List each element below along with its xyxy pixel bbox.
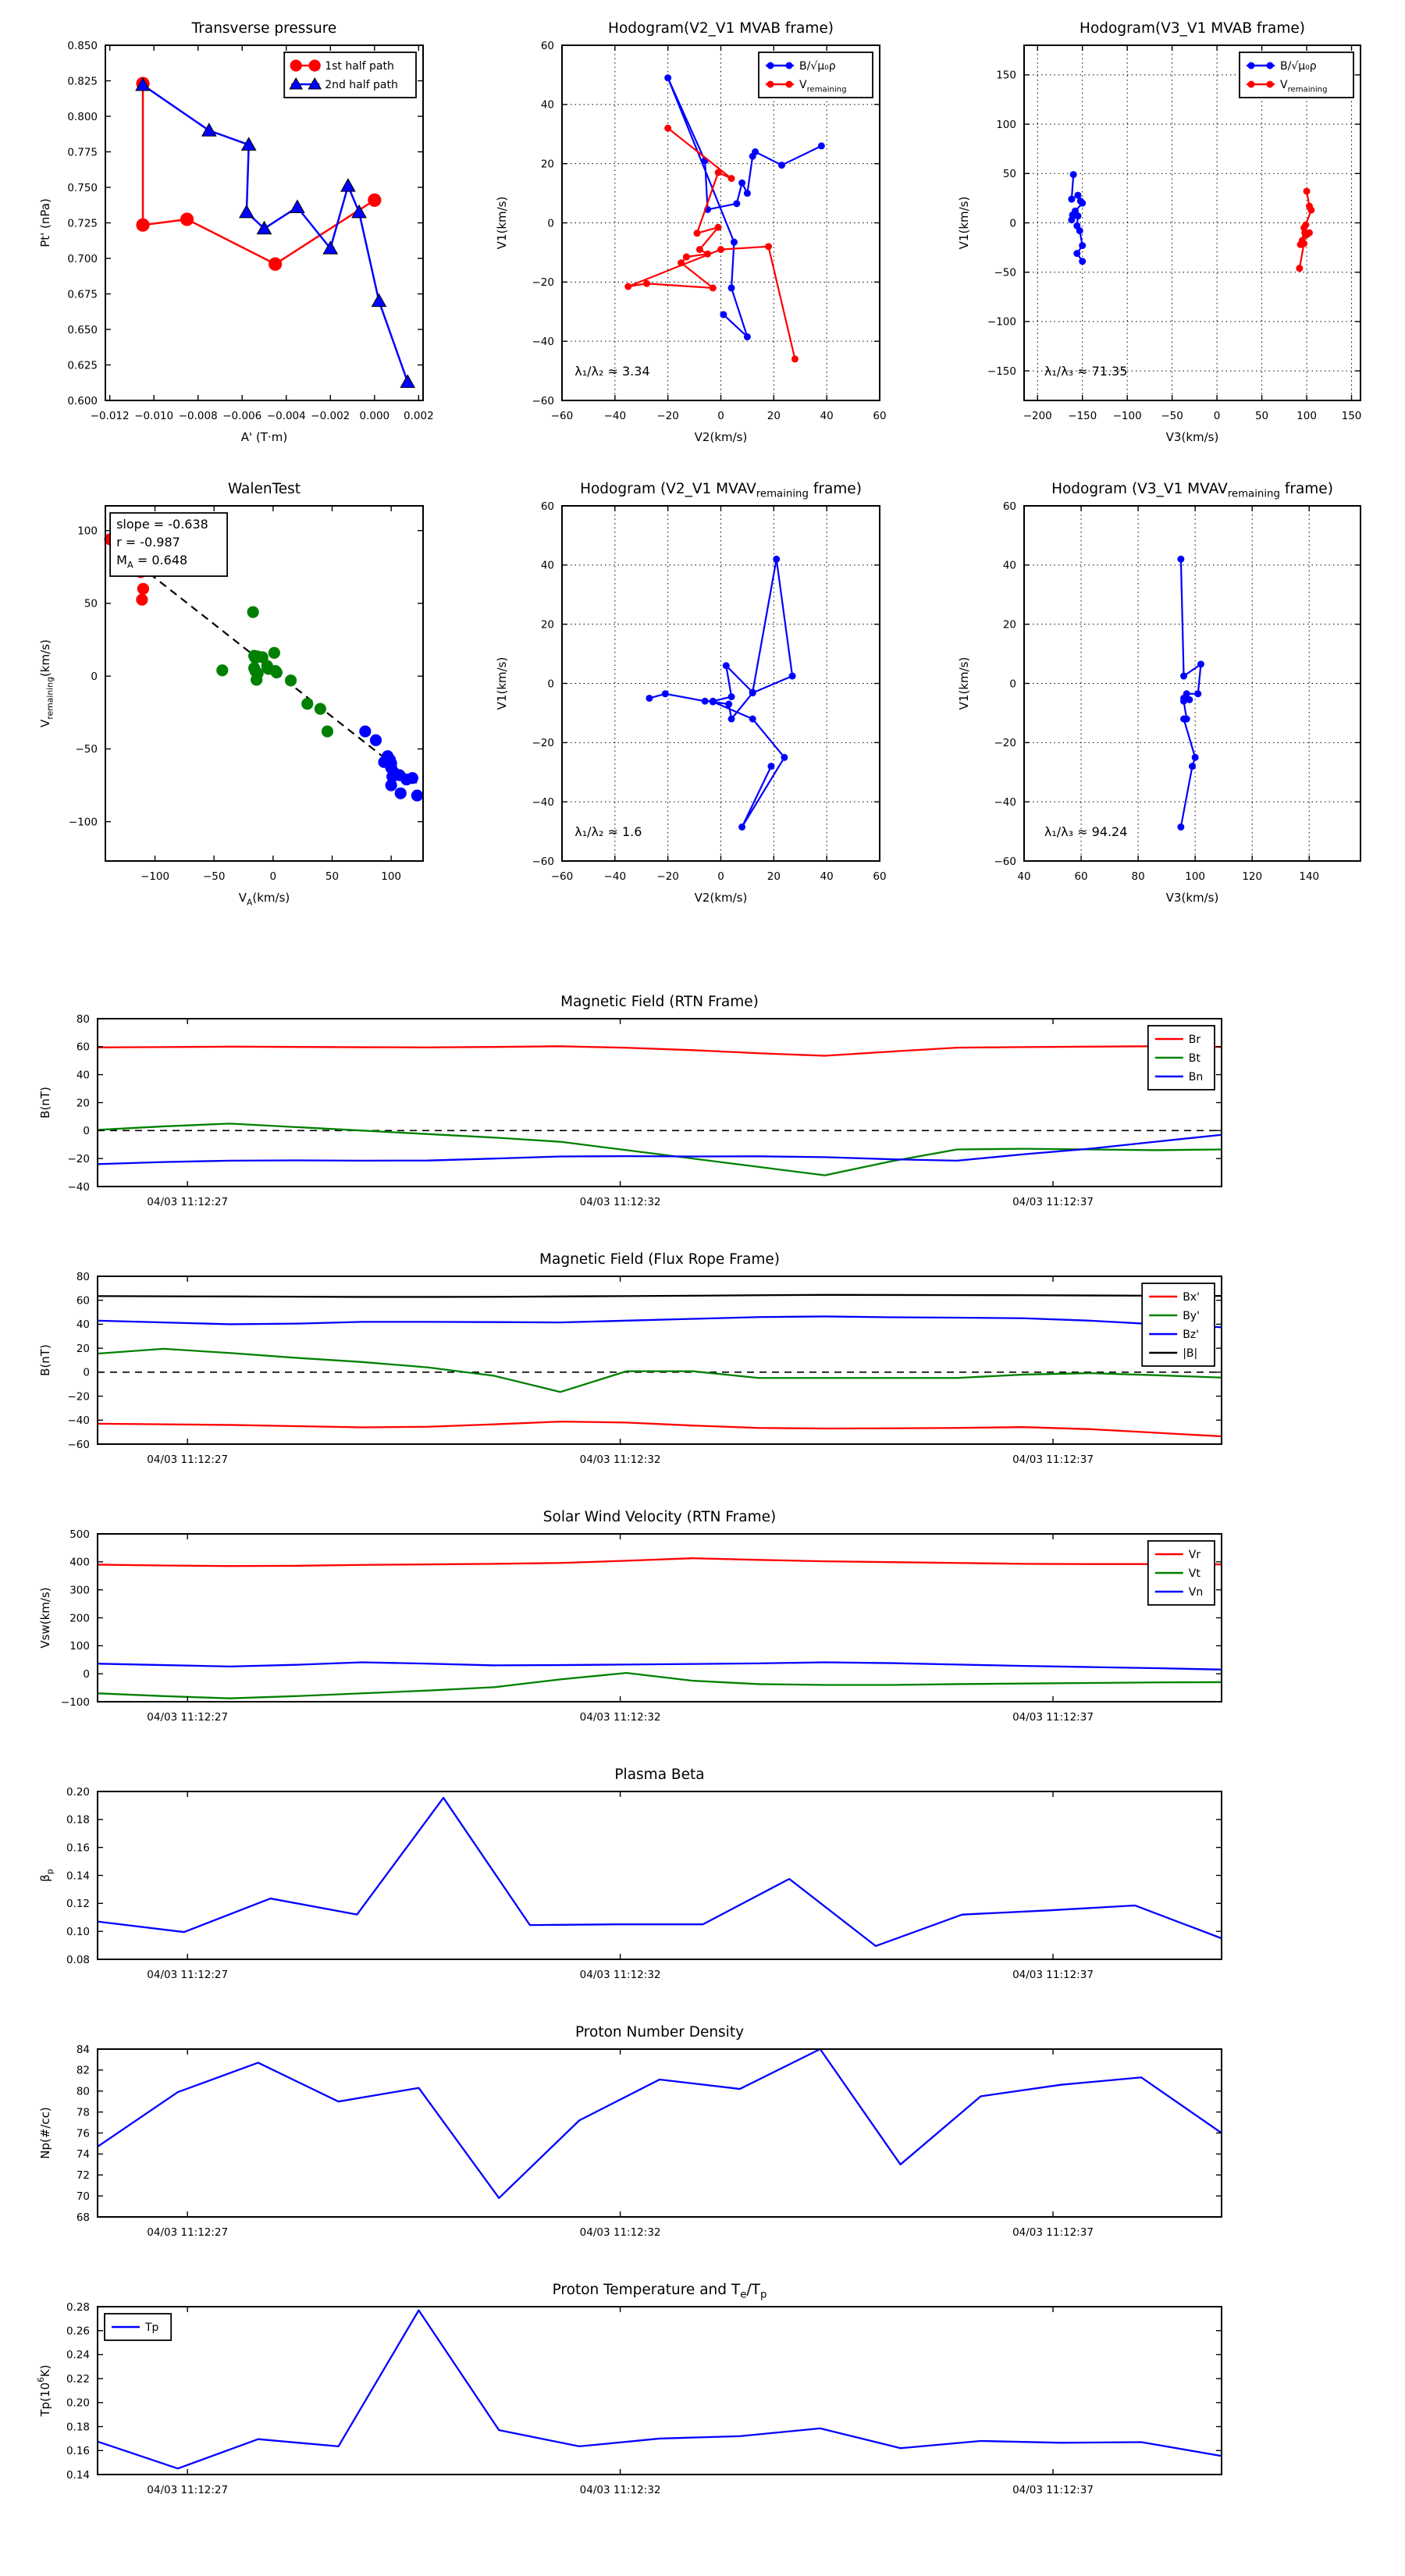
y-tick-label: 70 [76,2190,90,2203]
annotation-text: λ₁/λ₂ ≈ 1.6 [574,824,642,840]
legend-label: $V_{remaining}$ [799,79,847,94]
y-tick-label: 400 [69,1556,90,1569]
legend-label: Vn [1188,1586,1204,1599]
x-axis-label: V3(km/s) [1165,430,1219,444]
chart-title: Magnetic Field (Flux Rope Frame) [539,1251,780,1268]
x-tick-label: −50 [1161,410,1183,422]
chart-canvas-mag-rtn [8,972,1397,1229]
y-tick-label: 72 [76,2169,90,2183]
x-tick-label: 20 [767,410,781,422]
x-tick-label: −200 [1023,410,1052,422]
y-tick-label: 76 [76,2127,90,2140]
x-axis-label: V2(km/s) [694,891,748,905]
y-tick-label: 0 [1009,217,1016,230]
x-tick-label: −0.004 [266,410,306,422]
y-tick-label: 0.26 [66,2325,90,2338]
y-tick-label: 0.28 [66,2300,90,2314]
x-tick-label: 140 [1299,870,1320,883]
chart-solar-wind-velocity [8,1487,1397,1745]
y-tick-label: 74 [76,2148,90,2161]
y-tick-label: 50 [84,597,98,610]
y-tick-label: 0.675 [67,288,98,301]
legend-label: Bt [1188,1052,1200,1065]
x-tick-label: 0.000 [359,410,390,422]
y-axis-label: $\beta_p$ [38,1869,55,1882]
y-tick-label: −60 [532,855,554,868]
legend-label: Bx' [1183,1291,1200,1304]
chart-walen-test [12,468,458,909]
y-tick-label: 0.20 [66,1785,90,1799]
x-axis-label: $V_A(km/s)$ [238,891,290,908]
y-tick-label: 0 [91,670,98,683]
x-tick-label: 60 [873,870,887,883]
x-tick-label: 04/03 11:12:27 [147,1711,229,1724]
x-tick-label: −40 [603,870,627,883]
x-tick-label: 04/03 11:12:27 [147,1969,229,1981]
x-tick-label: 20 [767,870,781,883]
y-tick-label: −20 [532,276,554,290]
y-tick-label: 0.775 [67,146,98,159]
chart-canvas-hodogram-v2v1-mvab [468,8,915,449]
y-tick-label: −50 [75,743,98,756]
x-tick-label: −0.010 [134,410,174,422]
y-tick-label: 0.750 [67,181,98,194]
chart-hodogram-v3v1-mvav [930,468,1396,909]
x-tick-label: 04/03 11:12:27 [147,2226,229,2239]
y-tick-label: −40 [67,1414,90,1428]
y-tick-label: −40 [67,1180,90,1194]
x-axis-label: V3(km/s) [1165,891,1219,905]
x-tick-label: 04/03 11:12:37 [1012,1969,1094,1981]
annotation-text: λ₁/λ₃ ≈ 71.35 [1044,364,1128,379]
x-tick-label: 04/03 11:12:32 [579,1196,661,1208]
chart-title: Hodogram (V3_V1 $MVAV_{remaining}$ frame) [1051,481,1333,500]
legend-label: Vt [1188,1567,1200,1580]
chart-canvas-proton-density [8,2002,1397,2260]
legend [1142,1283,1215,1366]
y-tick-label: 100 [77,525,98,538]
y-axis-label: Np(#/cc) [38,2107,52,2159]
legend-label: Bn [1188,1071,1204,1083]
x-tick-label: 50 [1254,410,1269,422]
y-axis-label: B(nT) [38,1344,52,1376]
y-axis-label: $V_{remaining}(km/s)$ [38,639,55,728]
y-axis-label: $Tp(10^6K)$ [36,2364,52,2417]
annotation-box [110,513,227,576]
x-tick-label: −20 [656,870,679,883]
y-tick-label: 0.625 [67,359,98,372]
chart-plasma-beta [8,1745,1397,2002]
y-tick-label: 60 [76,1294,90,1308]
y-tick-label: 500 [69,1528,90,1541]
y-tick-label: 20 [76,1097,90,1110]
y-tick-label: 0 [1009,678,1016,691]
legend [1148,1541,1215,1605]
y-axis-label: Vsw(km/s) [38,1587,52,1649]
x-tick-label: 04/03 11:12:32 [579,2226,661,2239]
x-tick-label: 100 [381,870,402,883]
y-axis-label: V1(km/s) [495,196,509,250]
legend-label: |B| [1183,1347,1198,1360]
y-tick-label: −20 [67,1152,90,1165]
legend [759,52,873,98]
x-axis-label: A' (T·m) [240,430,288,444]
y-tick-label: 82 [76,2064,90,2077]
y-tick-label: 0.18 [66,1813,90,1827]
y-tick-label: 0.08 [66,1953,90,1966]
y-tick-label: 40 [1002,559,1016,572]
x-tick-label: 04/03 11:12:27 [147,1453,229,1466]
chart-title: Magnetic Field (RTN Frame) [560,994,759,1010]
y-tick-label: −20 [67,1390,90,1404]
annotation-text: λ₁/λ₃ ≈ 94.24 [1044,824,1128,840]
chart-title: Hodogram (V2_V1 $MVAV_{remaining}$ frame) [580,481,862,500]
y-tick-label: −150 [987,365,1016,378]
legend-label: $V_{remaining}$ [1280,79,1328,94]
y-tick-label: 0.24 [66,2349,90,2362]
x-tick-label: 04/03 11:12:37 [1012,1196,1094,1208]
x-tick-label: 04/03 11:12:27 [147,2484,229,2496]
x-tick-label: −100 [140,870,170,883]
x-tick-label: 80 [1131,870,1145,883]
y-tick-label: 80 [76,1012,90,1026]
x-tick-label: −150 [1068,410,1097,422]
x-tick-label: 40 [820,410,834,422]
chart-canvas-proton-temp [8,2260,1397,2517]
y-tick-label: 0.600 [67,394,98,407]
y-tick-label: −20 [532,737,554,750]
x-tick-label: 04/03 11:12:32 [579,2484,661,2496]
y-tick-label: 0.18 [66,2421,90,2434]
x-tick-label: −40 [603,410,627,422]
chart-title: Hodogram(V3_V1 MVAB frame) [1080,20,1305,37]
y-axis-label: V1(km/s) [957,196,971,250]
chart-magnetic-field-rtn [8,972,1397,1229]
x-tick-label: 100 [1185,870,1206,883]
y-tick-label: 20 [540,618,554,632]
legend [284,52,416,98]
y-tick-label: −40 [994,795,1016,809]
legend-label: 2nd half path [325,79,398,91]
x-tick-label: −60 [550,870,574,883]
y-axis-label: Pt' (nPa) [38,198,52,247]
chart-title: Hodogram(V2_V1 MVAB frame) [608,20,834,37]
legend-label: 1st half path [325,60,394,73]
chart-canvas-walen-test [12,468,458,909]
chart-canvas-hodogram-v3v1-mvab [930,8,1396,449]
annotation-text: λ₁/λ₂ ≈ 3.34 [574,364,650,379]
y-tick-label: −60 [532,394,554,407]
x-tick-label: −60 [550,410,574,422]
y-axis-label: V1(km/s) [495,656,509,710]
y-tick-label: 80 [76,1270,90,1283]
y-tick-label: 68 [76,2211,90,2224]
x-tick-label: 04/03 11:12:32 [579,1453,661,1466]
x-tick-label: 120 [1242,870,1263,883]
y-tick-label: 0 [83,1125,90,1138]
y-tick-label: 20 [76,1342,90,1355]
chart-canvas-transverse-pressure [12,8,458,449]
y-tick-label: 0.725 [67,217,98,230]
x-tick-label: 40 [820,870,834,883]
svg-text:r = -0.987: r = -0.987 [116,535,180,550]
y-tick-label: 40 [540,559,554,572]
svg-text:MA = 0.648: $M_A = 0.648$ [116,553,188,571]
y-tick-label: −40 [532,335,554,348]
y-tick-label: 0 [83,1366,90,1379]
y-tick-label: −60 [994,855,1016,868]
x-tick-label: −0.012 [90,410,130,422]
y-tick-label: 0.10 [66,1925,90,1938]
chart-hodogram-v2v1-mvab [468,8,915,449]
y-tick-label: 0.12 [66,1898,90,1911]
y-tick-label: 20 [1002,618,1016,632]
y-tick-label: 0.700 [67,252,98,265]
svg-text:slope = -0.638: slope = -0.638 [116,517,208,532]
legend-label: By' [1183,1310,1200,1322]
chart-proton-temperature [8,2260,1397,2517]
y-tick-label: 60 [540,39,554,52]
y-tick-label: 40 [540,98,554,112]
legend-label: Bz' [1183,1329,1200,1341]
x-tick-label: −20 [656,410,679,422]
chart-title: Solar Wind Velocity (RTN Frame) [542,1509,777,1525]
x-tick-label: 150 [1341,410,1362,422]
y-tick-label: 20 [540,158,554,171]
y-tick-label: 0.16 [66,2445,90,2458]
x-tick-label: 0 [717,410,724,422]
y-tick-label: 40 [76,1318,90,1332]
chart-canvas-vsw-rtn [8,1487,1397,1745]
legend [1148,1026,1215,1090]
legend-label: B/√μ₀ρ [1280,60,1317,73]
y-tick-label: 50 [1002,168,1016,181]
y-tick-label: −100 [68,816,98,829]
y-tick-label: 100 [69,1640,90,1653]
y-tick-label: 150 [996,69,1016,82]
y-tick-label: 0.14 [66,2468,90,2482]
x-tick-label: 60 [1074,870,1088,883]
y-tick-label: 100 [996,118,1016,131]
y-axis-label: V1(km/s) [957,656,971,710]
y-tick-label: −40 [532,795,554,809]
x-tick-label: 04/03 11:12:37 [1012,2226,1094,2239]
y-tick-label: 0.14 [66,1870,90,1883]
chart-canvas-plasma-beta [8,1745,1397,2002]
y-tick-label: 80 [76,2085,90,2098]
legend-label: Tp [145,2322,159,2334]
y-tick-label: −20 [994,737,1016,750]
y-tick-label: 0 [83,1667,90,1681]
y-tick-label: 40 [76,1069,90,1082]
y-tick-label: 0 [547,678,554,691]
y-tick-label: 78 [76,2106,90,2119]
legend [1240,52,1353,98]
y-tick-label: 200 [69,1612,90,1625]
chart-transverse-pressure [12,8,458,449]
y-axis-label: B(nT) [38,1087,52,1119]
chart-title: Proton Number Density [574,2024,745,2041]
chart-canvas-mag-fluxrope [8,1229,1397,1487]
x-tick-label: 0.002 [404,410,434,422]
x-tick-label: 50 [325,870,340,883]
x-tick-label: −50 [202,870,226,883]
y-tick-label: 0.16 [66,1841,90,1855]
y-tick-label: 0.825 [67,75,98,88]
y-tick-label: 60 [1002,500,1016,513]
y-tick-label: 84 [76,2043,90,2056]
chart-proton-density [8,2002,1397,2260]
y-tick-label: 300 [69,1584,90,1597]
x-axis-label: V2(km/s) [694,430,748,444]
y-tick-label: 0.800 [67,110,98,123]
chart-title: Transverse pressure [191,20,337,37]
x-tick-label: 40 [1017,870,1031,883]
y-tick-label: 0 [547,217,554,230]
x-tick-label: 60 [873,410,887,422]
chart-hodogram-v3v1-mvab [930,8,1396,449]
x-tick-label: −0.008 [178,410,218,422]
chart-magnetic-field-fluxrope [8,1229,1397,1487]
y-tick-label: 0.20 [66,2396,90,2410]
x-tick-label: 04/03 11:12:37 [1012,1453,1094,1466]
legend-label: Vr [1188,1549,1201,1561]
y-tick-label: −100 [60,1695,90,1709]
chart-canvas-hodogram-v2v1-mvav [468,468,915,909]
chart-title: WalenTest [227,481,301,497]
x-tick-label: −0.002 [311,410,350,422]
y-tick-label: −100 [987,315,1016,329]
y-tick-label: 60 [540,500,554,513]
y-tick-label: 0.22 [66,2372,90,2386]
x-tick-label: 04/03 11:12:37 [1012,2484,1094,2496]
x-tick-label: −100 [1112,410,1142,422]
y-tick-label: −50 [994,266,1016,279]
y-tick-label: 0.850 [67,39,98,52]
x-tick-label: 100 [1297,410,1317,422]
legend-label: B/√μ₀ρ [799,60,836,73]
chart-hodogram-v2v1-mvav [468,468,915,909]
y-tick-label: 60 [76,1041,90,1054]
x-tick-label: 04/03 11:12:32 [579,1711,661,1724]
x-tick-label: 0 [717,870,724,883]
x-tick-label: 0 [1213,410,1221,422]
x-tick-label: 04/03 11:12:37 [1012,1711,1094,1724]
chart-canvas-hodogram-v3v1-mvav [930,468,1396,909]
x-tick-label: 0 [269,870,277,883]
y-tick-label: −60 [67,1438,90,1451]
legend-label: Br [1188,1034,1201,1046]
x-tick-label: −0.006 [222,410,262,422]
x-tick-label: 04/03 11:12:27 [147,1196,229,1208]
chart-title: Plasma Beta [614,1767,705,1783]
legend [105,2314,171,2340]
x-tick-label: 04/03 11:12:32 [579,1969,661,1981]
y-tick-label: 0.650 [67,323,98,336]
chart-title: Proton Temperature and $T_e/T_p$ [552,2282,767,2301]
